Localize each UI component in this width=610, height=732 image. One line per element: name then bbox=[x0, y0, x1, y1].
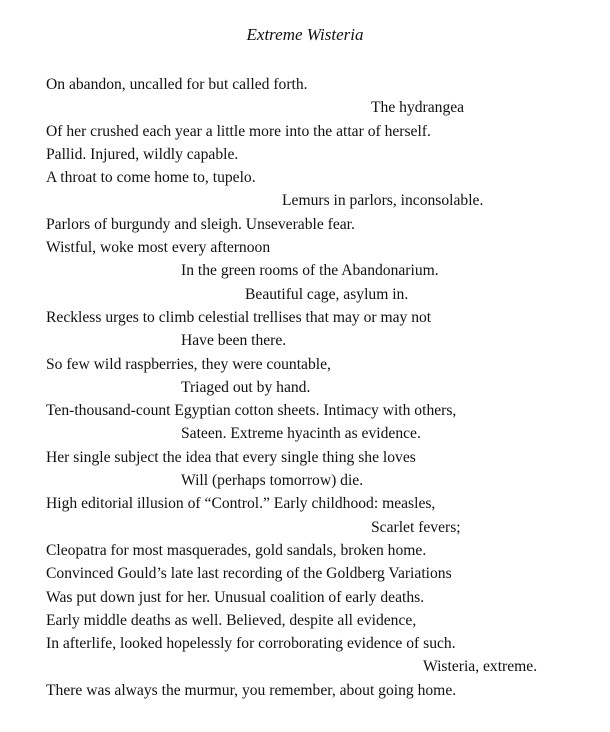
poem-line: The hydrangea bbox=[371, 99, 465, 117]
poem-line: Ten-thousand-count Egyptian cotton sheets. Intimacy with others, bbox=[46, 402, 457, 420]
poem-line: High editorial illusion of “Control.” Early childhood: measles, bbox=[46, 495, 436, 513]
poem-line: Triaged out by hand. bbox=[181, 378, 311, 396]
poem-body bbox=[46, 73, 606, 702]
poem-line: Reckless urges to climb celestial trellises that may or may not bbox=[46, 308, 432, 326]
poem-line: Wisteria, extreme. bbox=[423, 658, 538, 676]
poem-line: So few wild raspberries, they were countable, bbox=[46, 355, 331, 373]
poem-line: Her single subject the idea that every single thing she loves bbox=[46, 448, 416, 466]
poem-line: Beautiful cage, asylum in. bbox=[245, 285, 409, 303]
poem-line: Sateen. Extreme hyacinth as evidence. bbox=[181, 425, 421, 443]
poem-line: Of her crushed each year a little more into the attar of herself. bbox=[46, 122, 431, 140]
poem-line: Will (perhaps tomorrow) die. bbox=[181, 472, 364, 490]
poem-line: Parlors of burgundy and sleigh. Unseverable fear. bbox=[46, 215, 355, 233]
poem-line: In the green rooms of the Abandonarium. bbox=[181, 262, 439, 280]
poem-line: There was always the murmur, you remember, about going home. bbox=[46, 681, 457, 699]
poem-line: In afterlife, looked hopelessly for corroborating evidence of such. bbox=[46, 635, 456, 653]
poem-line: Was put down just for her. Unusual coalition of early deaths. bbox=[46, 588, 425, 606]
poem-line: Have been there. bbox=[181, 332, 287, 350]
poem-title: Extreme Wisteria bbox=[246, 25, 364, 44]
poem-line: Cleopatra for most masquerades, gold sandals, broken home. bbox=[46, 541, 427, 559]
poem-line: Lemurs in parlors, inconsolable. bbox=[282, 192, 484, 210]
poem-line: Scarlet fevers; bbox=[371, 518, 461, 536]
poem-line: On abandon, uncalled for but called forth. bbox=[46, 76, 308, 93]
poem-line: Convinced Gould’s late last recording of the Goldberg Variations bbox=[46, 565, 452, 583]
poem-line: Early middle deaths as well. Believed, despite all evidence, bbox=[46, 611, 417, 629]
poem-line: Pallid. Injured, wildly capable. bbox=[46, 145, 239, 163]
poem-line: Wistful, woke most every afternoon bbox=[46, 239, 271, 257]
poem-line: A throat to come home to, tupelo. bbox=[46, 169, 256, 187]
